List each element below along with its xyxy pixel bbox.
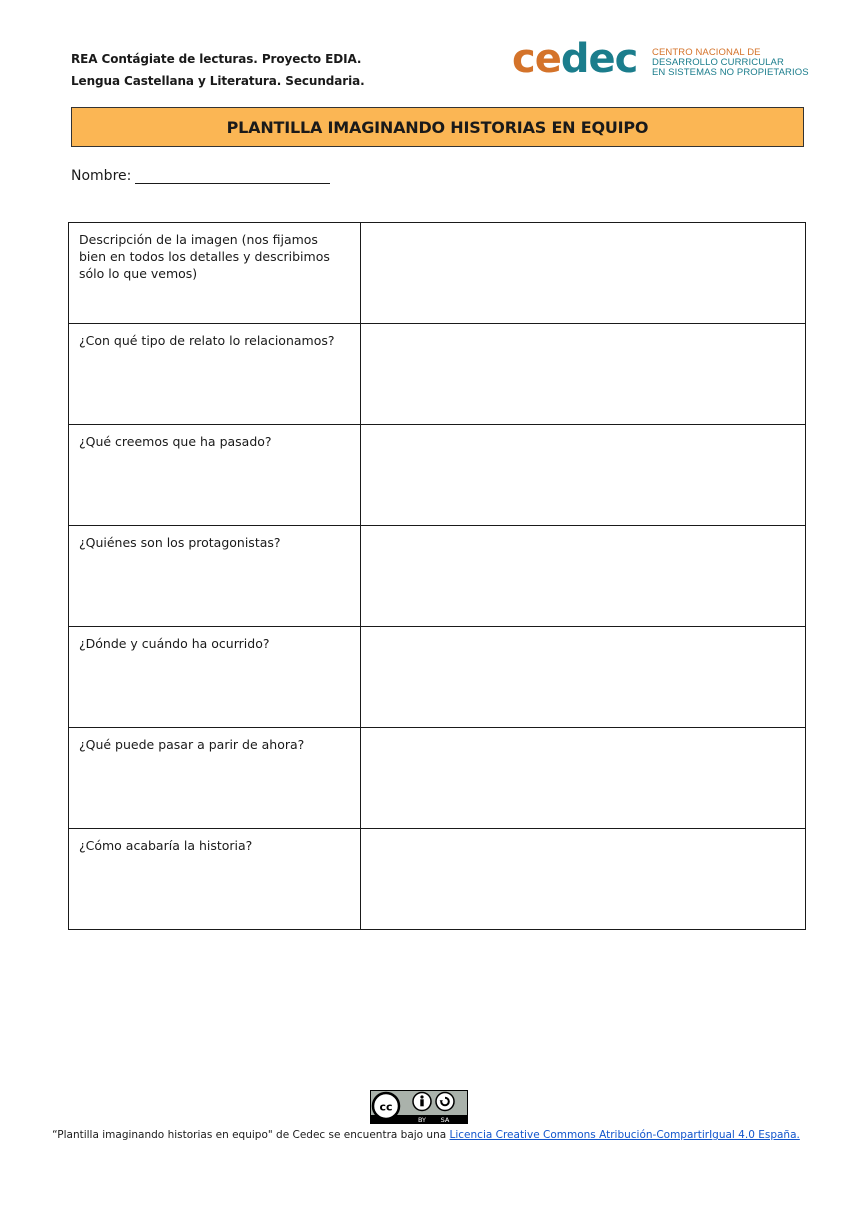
question-cell bbox=[69, 425, 361, 526]
question-cell bbox=[69, 627, 361, 728]
question-text: ¿Qué puede pasar a parir de ahora? bbox=[79, 737, 305, 752]
cedec-wordmark bbox=[512, 34, 637, 84]
answer-cell[interactable] bbox=[361, 223, 806, 324]
question-cell bbox=[69, 526, 361, 627]
question-text: ¿Quiénes son los protagonistas? bbox=[79, 535, 281, 550]
answer-cell[interactable] bbox=[361, 627, 806, 728]
license-footer bbox=[0, 1129, 852, 1141]
logo-subtitle bbox=[652, 48, 809, 78]
logo-sub-line-2: DESARROLLO CURRICULAR bbox=[652, 57, 784, 68]
svg-text:cc: cc bbox=[379, 1100, 393, 1114]
table-row bbox=[69, 324, 806, 425]
question-text: ¿Cómo acabaría la historia? bbox=[79, 838, 253, 853]
answer-cell[interactable] bbox=[361, 425, 806, 526]
answer-cell[interactable] bbox=[361, 526, 806, 627]
question-text: ¿Dónde y cuándo ha ocurrido? bbox=[79, 636, 270, 651]
question-cell bbox=[69, 324, 361, 425]
page-title: PLANTILLA IMAGINANDO HISTORIAS EN EQUIPO bbox=[226, 117, 649, 137]
logo-sub-line-1: CENTRO NACIONAL DE bbox=[652, 47, 761, 58]
footer-text: “Plantilla imaginando historias en equipo" de Cedec se encuentra bajo una bbox=[52, 1129, 450, 1141]
badge-sa-label: SA bbox=[440, 1116, 450, 1124]
table-row bbox=[69, 627, 806, 728]
name-label: Nombre: bbox=[71, 168, 132, 184]
header-line-2: Lengua Castellana y Literatura. Secundaria. bbox=[71, 74, 365, 88]
cedec-logo bbox=[512, 36, 812, 90]
table-row bbox=[69, 829, 806, 930]
name-row bbox=[71, 166, 330, 184]
document-header bbox=[71, 48, 365, 92]
logo-dec: dec bbox=[560, 36, 638, 82]
question-text: ¿Qué creemos que ha pasado? bbox=[79, 434, 272, 449]
title-bar bbox=[71, 107, 804, 147]
table-row bbox=[69, 526, 806, 627]
table-row bbox=[69, 223, 806, 324]
question-cell bbox=[69, 728, 361, 829]
answer-cell[interactable] bbox=[361, 728, 806, 829]
question-text: Descripción de la imagen (nos fijamos bien en todos los detalles y describimos sólo lo que vemos) bbox=[79, 232, 330, 281]
logo-ce: ce bbox=[512, 36, 561, 82]
answer-cell[interactable] bbox=[361, 324, 806, 425]
name-field[interactable] bbox=[135, 166, 330, 184]
logo-sub-line-3: EN SISTEMAS NO PROPIETARIOS bbox=[652, 67, 809, 78]
license-link[interactable]: Licencia Creative Commons Atribución-CompartirIgual 4.0 España. bbox=[449, 1129, 800, 1141]
question-text: ¿Con qué tipo de relato lo relacionamos? bbox=[79, 333, 335, 348]
questions-table bbox=[68, 222, 806, 930]
table-row bbox=[69, 728, 806, 829]
header-line-1: REA Contágiate de lecturas. Proyecto EDIA. bbox=[71, 52, 362, 66]
table-row bbox=[69, 425, 806, 526]
answer-cell[interactable] bbox=[361, 829, 806, 930]
question-cell bbox=[69, 223, 361, 324]
question-cell bbox=[69, 829, 361, 930]
cc-by-sa-icon[interactable] bbox=[370, 1090, 468, 1124]
badge-by-label: BY bbox=[417, 1116, 427, 1124]
